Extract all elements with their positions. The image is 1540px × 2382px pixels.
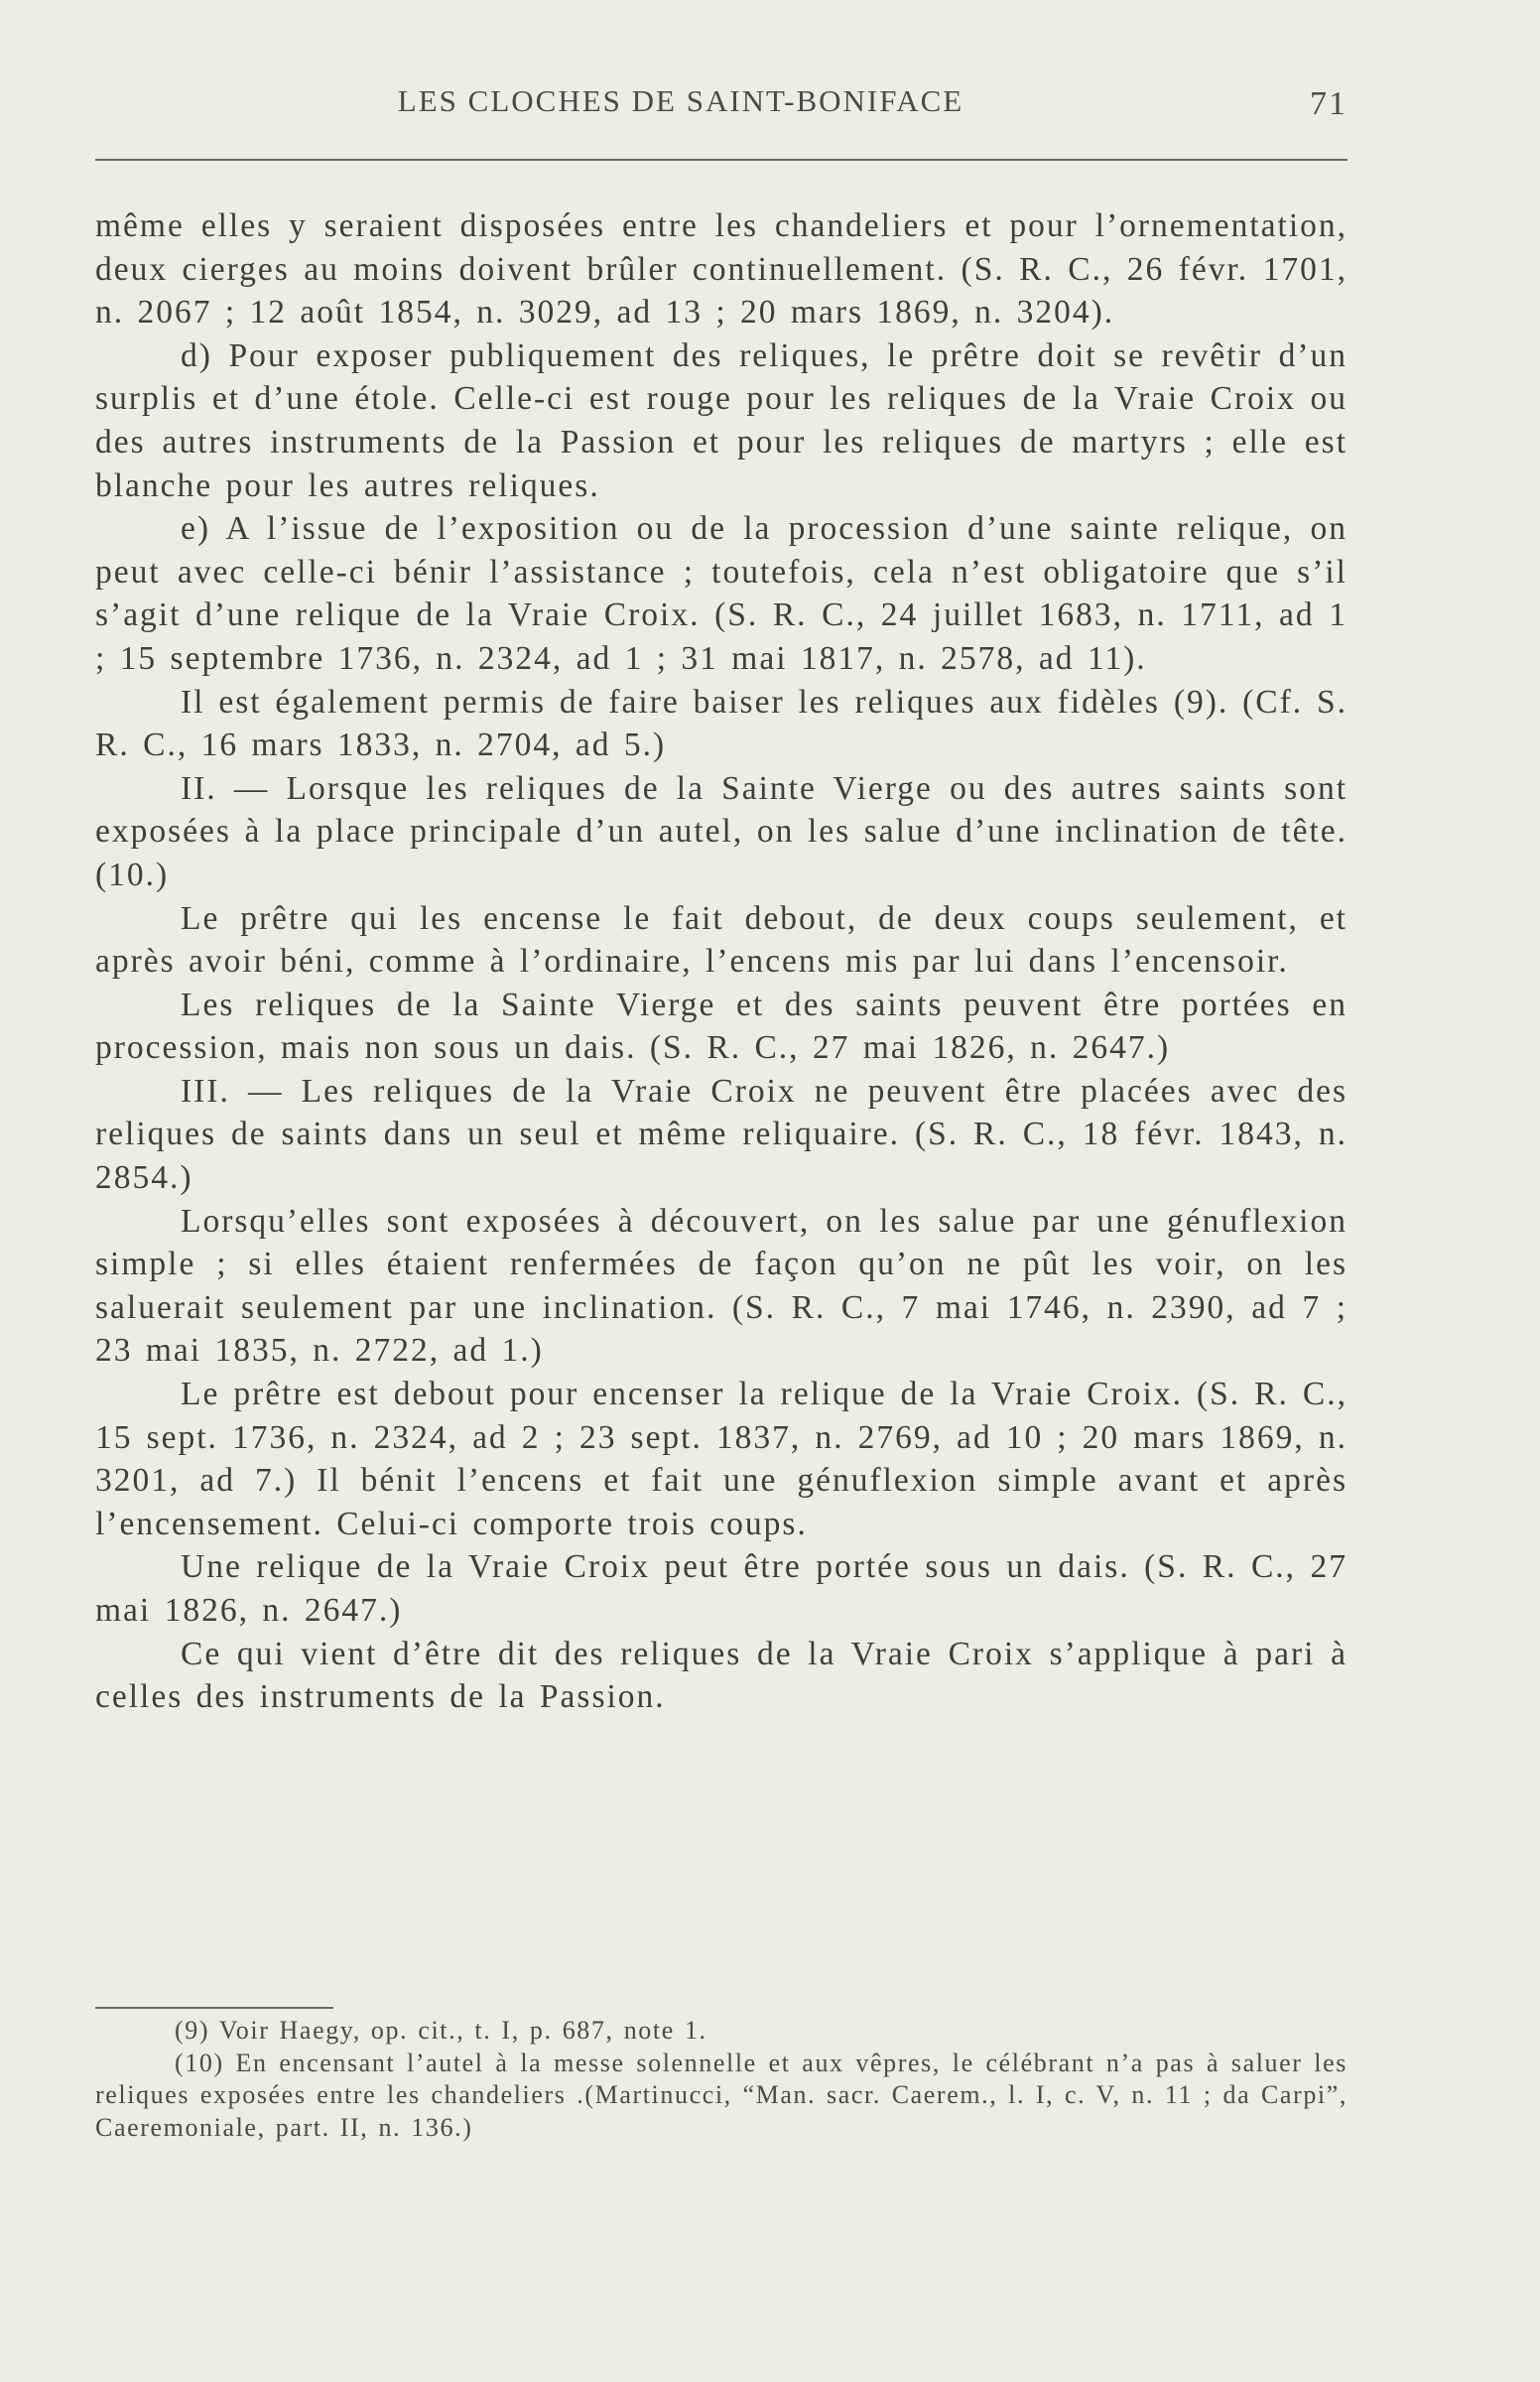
paragraph: II. — Lorsque les reliques de la Sainte Vierge ou des autres saints sont exposées à la place principale d’un autel, on les salue d’une inclination de tête. (10.): [95, 769, 1348, 893]
paragraph: d) Pour exposer publiquement des reliques, le prêtre doit se revêtir d’un surplis et d’une étole. Celle-ci est rouge pour les reliques de la Vraie Croix ou des autres instruments de la Passion et pour les reliques de martyrs ; elle est blanche pour les autres reliques.: [95, 336, 1348, 504]
paragraph: e) A l’issue de l’exposition ou de la procession d’une sainte relique, on peut avec celle-ci bénir l’assistance ; toutefois, cela n’est obligatoire que s’il s’agit d’une relique de la Vraie Croix. (S. R. C., 24 juillet 1683, n. 1711, ad 1 ; 15 septembre 1736, n. 2324, ad 1 ; 31 mai 1817, n. 2578, ad 11).: [95, 510, 1348, 677]
paragraph: Les reliques de la Sainte Vierge et des saints peuvent être portées en procession, mais non sous un dais. (S. R. C., 27 mai 1826, n. 2647.): [95, 986, 1348, 1067]
paragraph: Ce qui vient d’être dit des reliques de la Vraie Croix s’applique à pari à celles des instruments de la Passion.: [95, 1635, 1348, 1716]
paragraph: Lorsqu’elles sont exposées à découvert, on les salue par une génuflexion simple ; si elles étaient renfermées de façon qu’on ne pût les voir, on les saluerait seulement par une inclination. (S. R. C., 7 mai 1746, n. 2390, ad 7 ; 23 mai 1835, n. 2722, ad 1.): [95, 1202, 1348, 1370]
footnote: (9) Voir Haegy, op. cit., t. I, p. 687, note 1.: [175, 2016, 707, 2045]
paragraph: Une relique de la Vraie Croix peut être portée sous un dais. (S. R. C., 27 mai 1826, n. 2647.): [95, 1548, 1348, 1629]
paragraph: Le prêtre est debout pour encenser la relique de la Vraie Croix. (S. R. C., 15 sept. 1736, n. 2324, ad 2 ; 23 sept. 1837, n. 2769, ad 10 ; 20 mars 1869, n. 3201, ad 7.) Il bénit l’encens et fait une génuflexion simple avant et après l’encensement. Celui-ci comporte trois coups.: [95, 1376, 1348, 1542]
body-text: [95, 204, 1348, 1719]
header-rule: [95, 159, 1348, 161]
running-title: LES CLOCHES DE SAINT-BONIFACE: [397, 83, 964, 118]
footnotes: [95, 2015, 1348, 2144]
paragraph: Le prêtre qui les encense le fait debout, de deux coups seulement, et après avoir béni, comme à l’ordinaire, l’encens mis par lui dans l’encensoir.: [95, 899, 1348, 981]
book-page: [95, 0, 1348, 2382]
paragraph: même elles y seraient disposées entre les chandeliers et pour l’ornementation, deux cierges au moins doivent brûler continuellement. (S. R. C., 26 févr. 1701, n. 2067 ; 12 août 1854, n. 3029, ad 13 ; 20 mars 1869, n. 3204).: [95, 207, 1348, 331]
running-head: [95, 83, 1348, 133]
footnote-rule: [95, 2007, 333, 2009]
page-number: 71: [1310, 85, 1348, 122]
paragraph: III. — Les reliques de la Vraie Croix ne peuvent être placées avec des reliques de saints dans un seul et même reliquaire. (S. R. C., 18 févr. 1843, n. 2854.): [95, 1072, 1348, 1197]
paragraph: Il est également permis de faire baiser les reliques aux fidèles (9). (Cf. S. R. C., 16 mars 1833, n. 2704, ad 5.): [95, 683, 1348, 764]
footnote: (10) En encensant l’autel à la messe solennelle et aux vêpres, le célébrant n’a pas à saluer les reliques exposées entre les chandeliers .(Martinucci, “Man. sacr. Caerem., l. I, c. V, n. 11 ; da Carpi”, Caeremoniale, part. II, n. 136.): [95, 2048, 1348, 2142]
